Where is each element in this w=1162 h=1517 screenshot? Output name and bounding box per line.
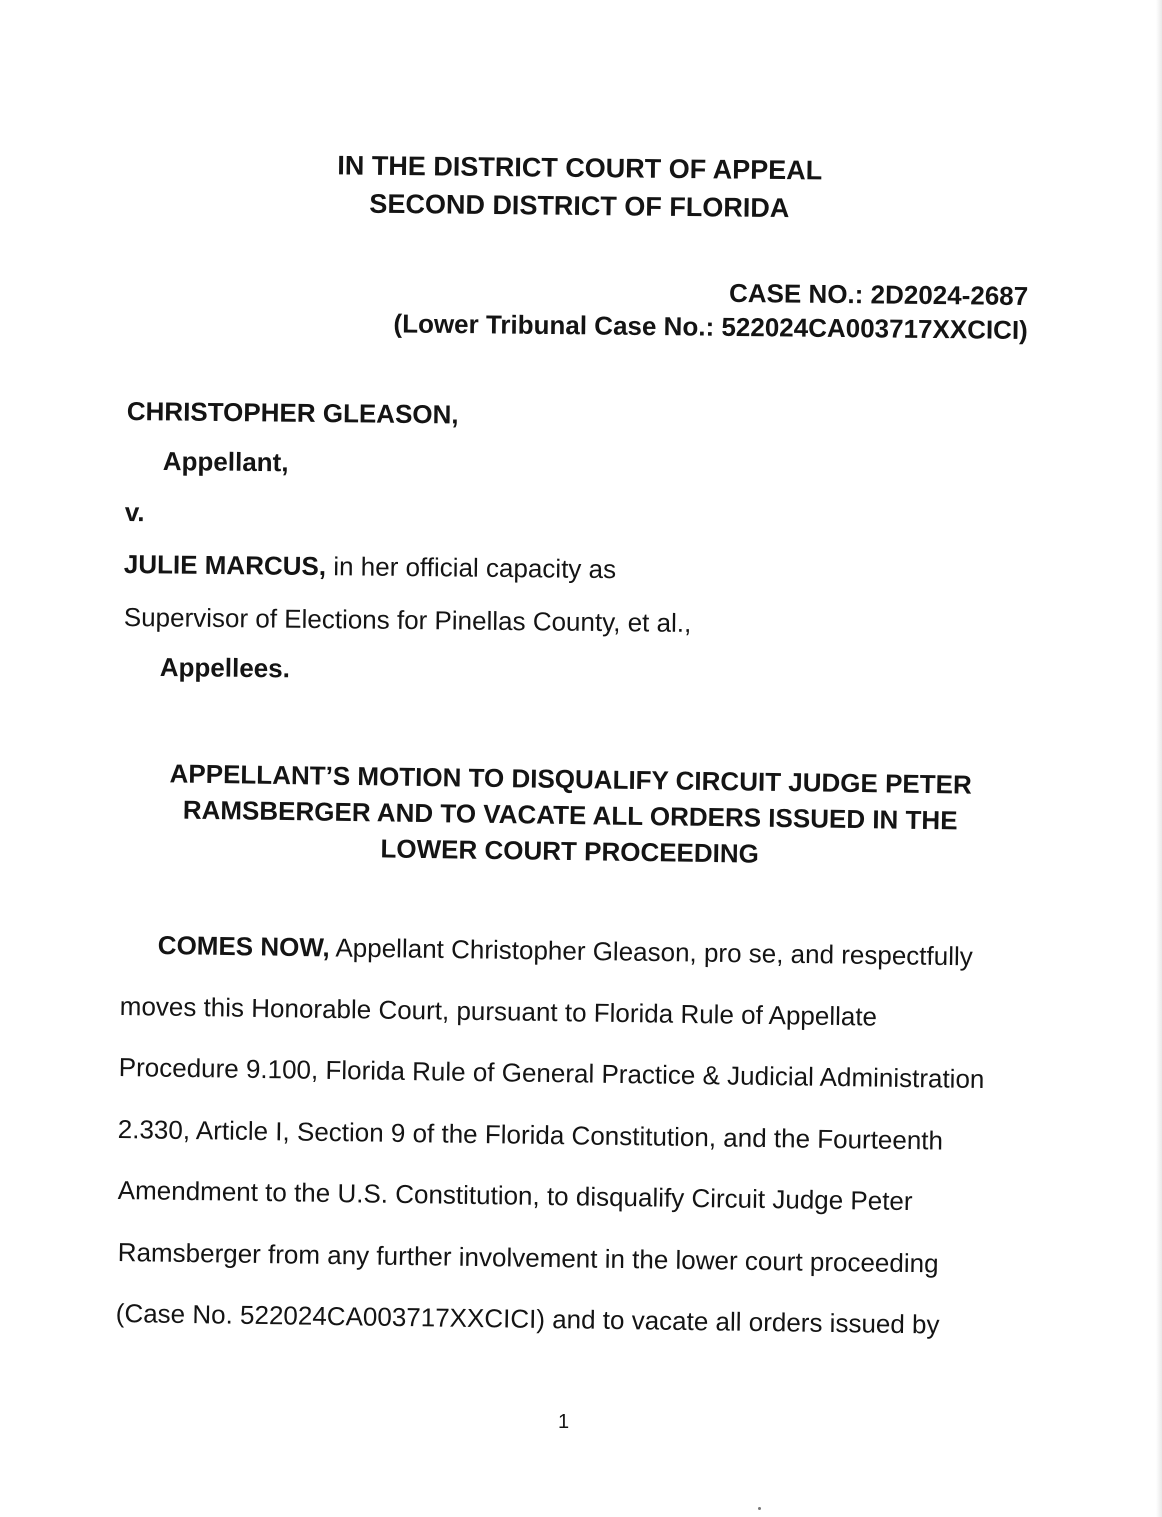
body-line-3: Procedure 9.100, Florida Rule of General Practice & Judicial Administration [118,1052,985,1095]
appellee-name: JULIE MARCUS, [123,549,327,582]
appellee-role: Appellees. [159,652,291,684]
body-line-1-rest: Appellant Christopher Gleason, pro se, and respectfully [329,932,973,972]
body-line-6: Ramsberger from any further involvement in the lower court proceeding [117,1237,939,1279]
appellant-name: CHRISTOPHER GLEASON, [126,396,459,430]
case-number-block [393,272,1028,347]
appellee-capacity: in her official capacity as [325,551,617,585]
body-lead: COMES NOW, [157,930,330,963]
body-line-7: (Case No. 522024CA003717XXCICI) and to vacate all orders issued by [115,1298,940,1340]
motion-title-line-1: APPELLANT’S MOTION TO DISQUALIFY CIRCUIT JUDGE PETER [169,758,972,800]
appellee-line [124,549,617,585]
page-edge-shadow [1156,0,1162,1517]
appellant-role: Appellant, [162,446,289,478]
court-heading [299,146,860,228]
versus-label: v. [124,497,145,528]
body-line-2: moves this Honorable Court, pursuant to Florida Rule of Appellate [119,991,878,1032]
scan-speck [758,1507,761,1510]
motion-title [138,755,1001,875]
motion-title-line-2: RAMSBERGER AND TO VACATE ALL ORDERS ISSUED IN THE [182,794,958,836]
court-heading-line-2: SECOND DISTRICT OF FLORIDA [369,188,790,224]
lower-tribunal-case-number: (Lower Tribunal Case No.: 522024CA003717XXCICI) [392,308,1028,345]
page-number: 1 [558,1411,570,1433]
body-line-1 [158,930,973,972]
body-line-4: 2.330, Article I, Section 9 of the Florida Constitution, and the Fourteenth [117,1114,944,1156]
motion-title-line-3: LOWER COURT PROCEEDING [380,833,760,869]
body-line-5: Amendment to the U.S. Constitution, to disqualify Circuit Judge Peter [117,1175,913,1217]
court-heading-line-1: IN THE DISTRICT COURT OF APPEAL [337,150,823,186]
appellee-office: Supervisor of Elections for Pinellas County, et al., [123,602,692,638]
case-number: CASE NO.: 2D2024-2687 [728,277,1028,311]
